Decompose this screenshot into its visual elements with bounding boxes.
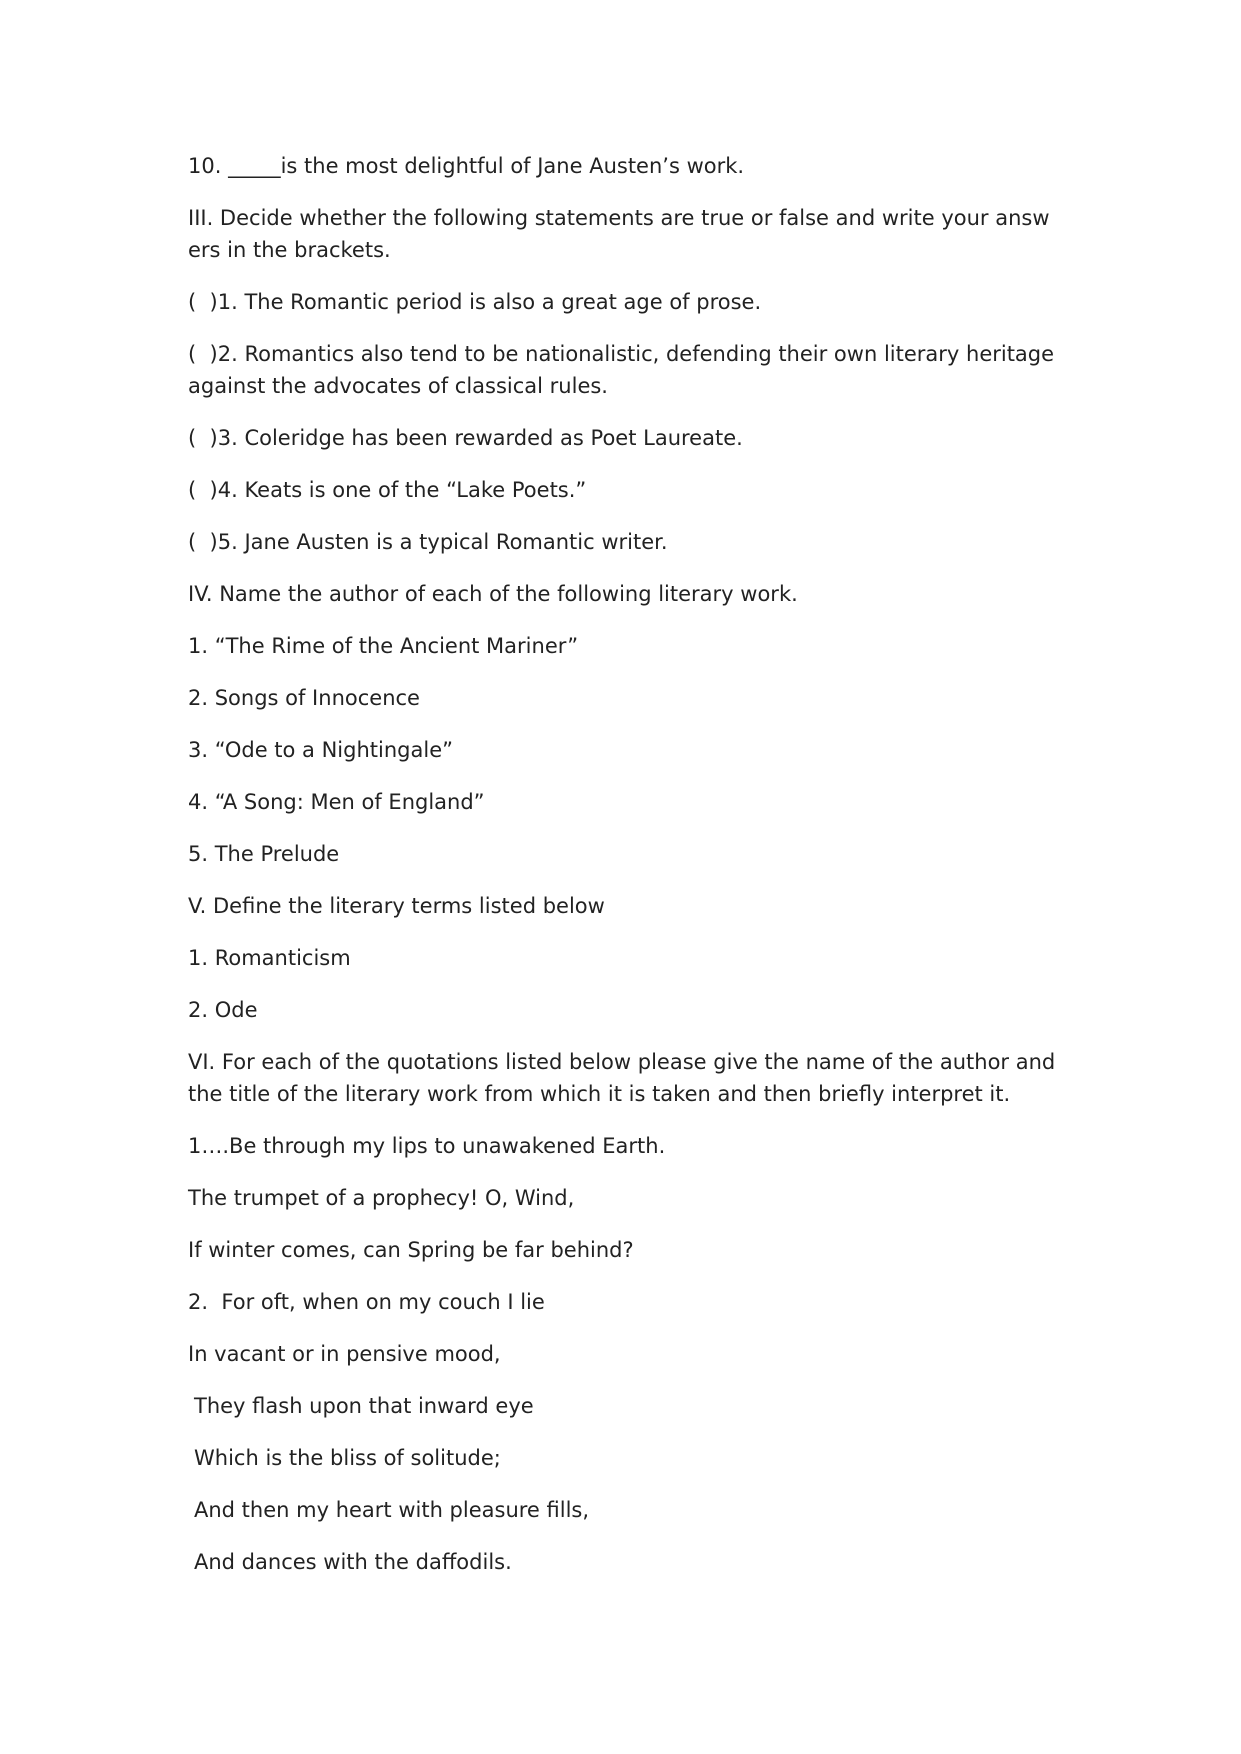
true-false-item-4: ( )4. Keats is one of the “Lake Poets.” <box>188 478 587 502</box>
author-item-1: 1. “The Rime of the Ancient Mariner” <box>188 634 579 658</box>
term-item-2: 2. Ode <box>188 998 258 1022</box>
quotation-2-line-6: And dances with the daffodils. <box>194 1550 512 1574</box>
quotation-2-line-4: Which is the bliss of solitude; <box>194 1446 501 1470</box>
section-vi-heading: VI. For each of the quotations listed below please give the name of the author and the title of the literary work from which it is taken and then briefly interpret it. <box>188 1050 1056 1106</box>
author-item-5: 5. The Prelude <box>188 842 340 866</box>
term-item-1: 1. Romanticism <box>188 946 351 970</box>
section-iii-heading: III. Decide whether the following statements are true or false and write your answers in the brackets. <box>188 206 1050 262</box>
true-false-item-3: ( )3. Coleridge has been rewarded as Poet Laureate. <box>188 426 743 450</box>
quotation-1-line-2: The trumpet of a prophecy! O, Wind, <box>188 1186 575 1210</box>
section-v-heading: V. Define the literary terms listed below <box>188 894 605 918</box>
quotation-2-line-3: They flash upon that inward eye <box>194 1394 534 1418</box>
quotation-1-line-1: 1….Be through my lips to unawakened Earth. <box>188 1134 666 1158</box>
author-item-2: 2. Songs of Innocence <box>188 686 420 710</box>
author-item-4: 4. “A Song: Men of England” <box>188 790 485 814</box>
true-false-item-1: ( )1. The Romantic period is also a great age of prose. <box>188 290 762 314</box>
quotation-1-line-3: If winter comes, can Spring be far behind? <box>188 1238 634 1262</box>
question-10-fill-blank: 10. _____is the most delightful of Jane Austen’s work. <box>188 154 745 178</box>
true-false-item-2: ( )2. Romantics also tend to be nationalistic, defending their own literary heritage against the advocates of classical rules. <box>188 342 1055 398</box>
section-iv-heading: IV. Name the author of each of the following literary work. <box>188 582 798 606</box>
quotation-2-line-2: In vacant or in pensive mood, <box>188 1342 501 1366</box>
quotation-2-line-1: 2. For oft, when on my couch I lie <box>188 1290 545 1314</box>
document-body <box>188 150 1058 1598</box>
true-false-item-5: ( )5. Jane Austen is a typical Romantic writer. <box>188 530 668 554</box>
author-item-3: 3. “Ode to a Nightingale” <box>188 738 453 762</box>
quotation-2-line-5: And then my heart with pleasure fills, <box>194 1498 590 1522</box>
